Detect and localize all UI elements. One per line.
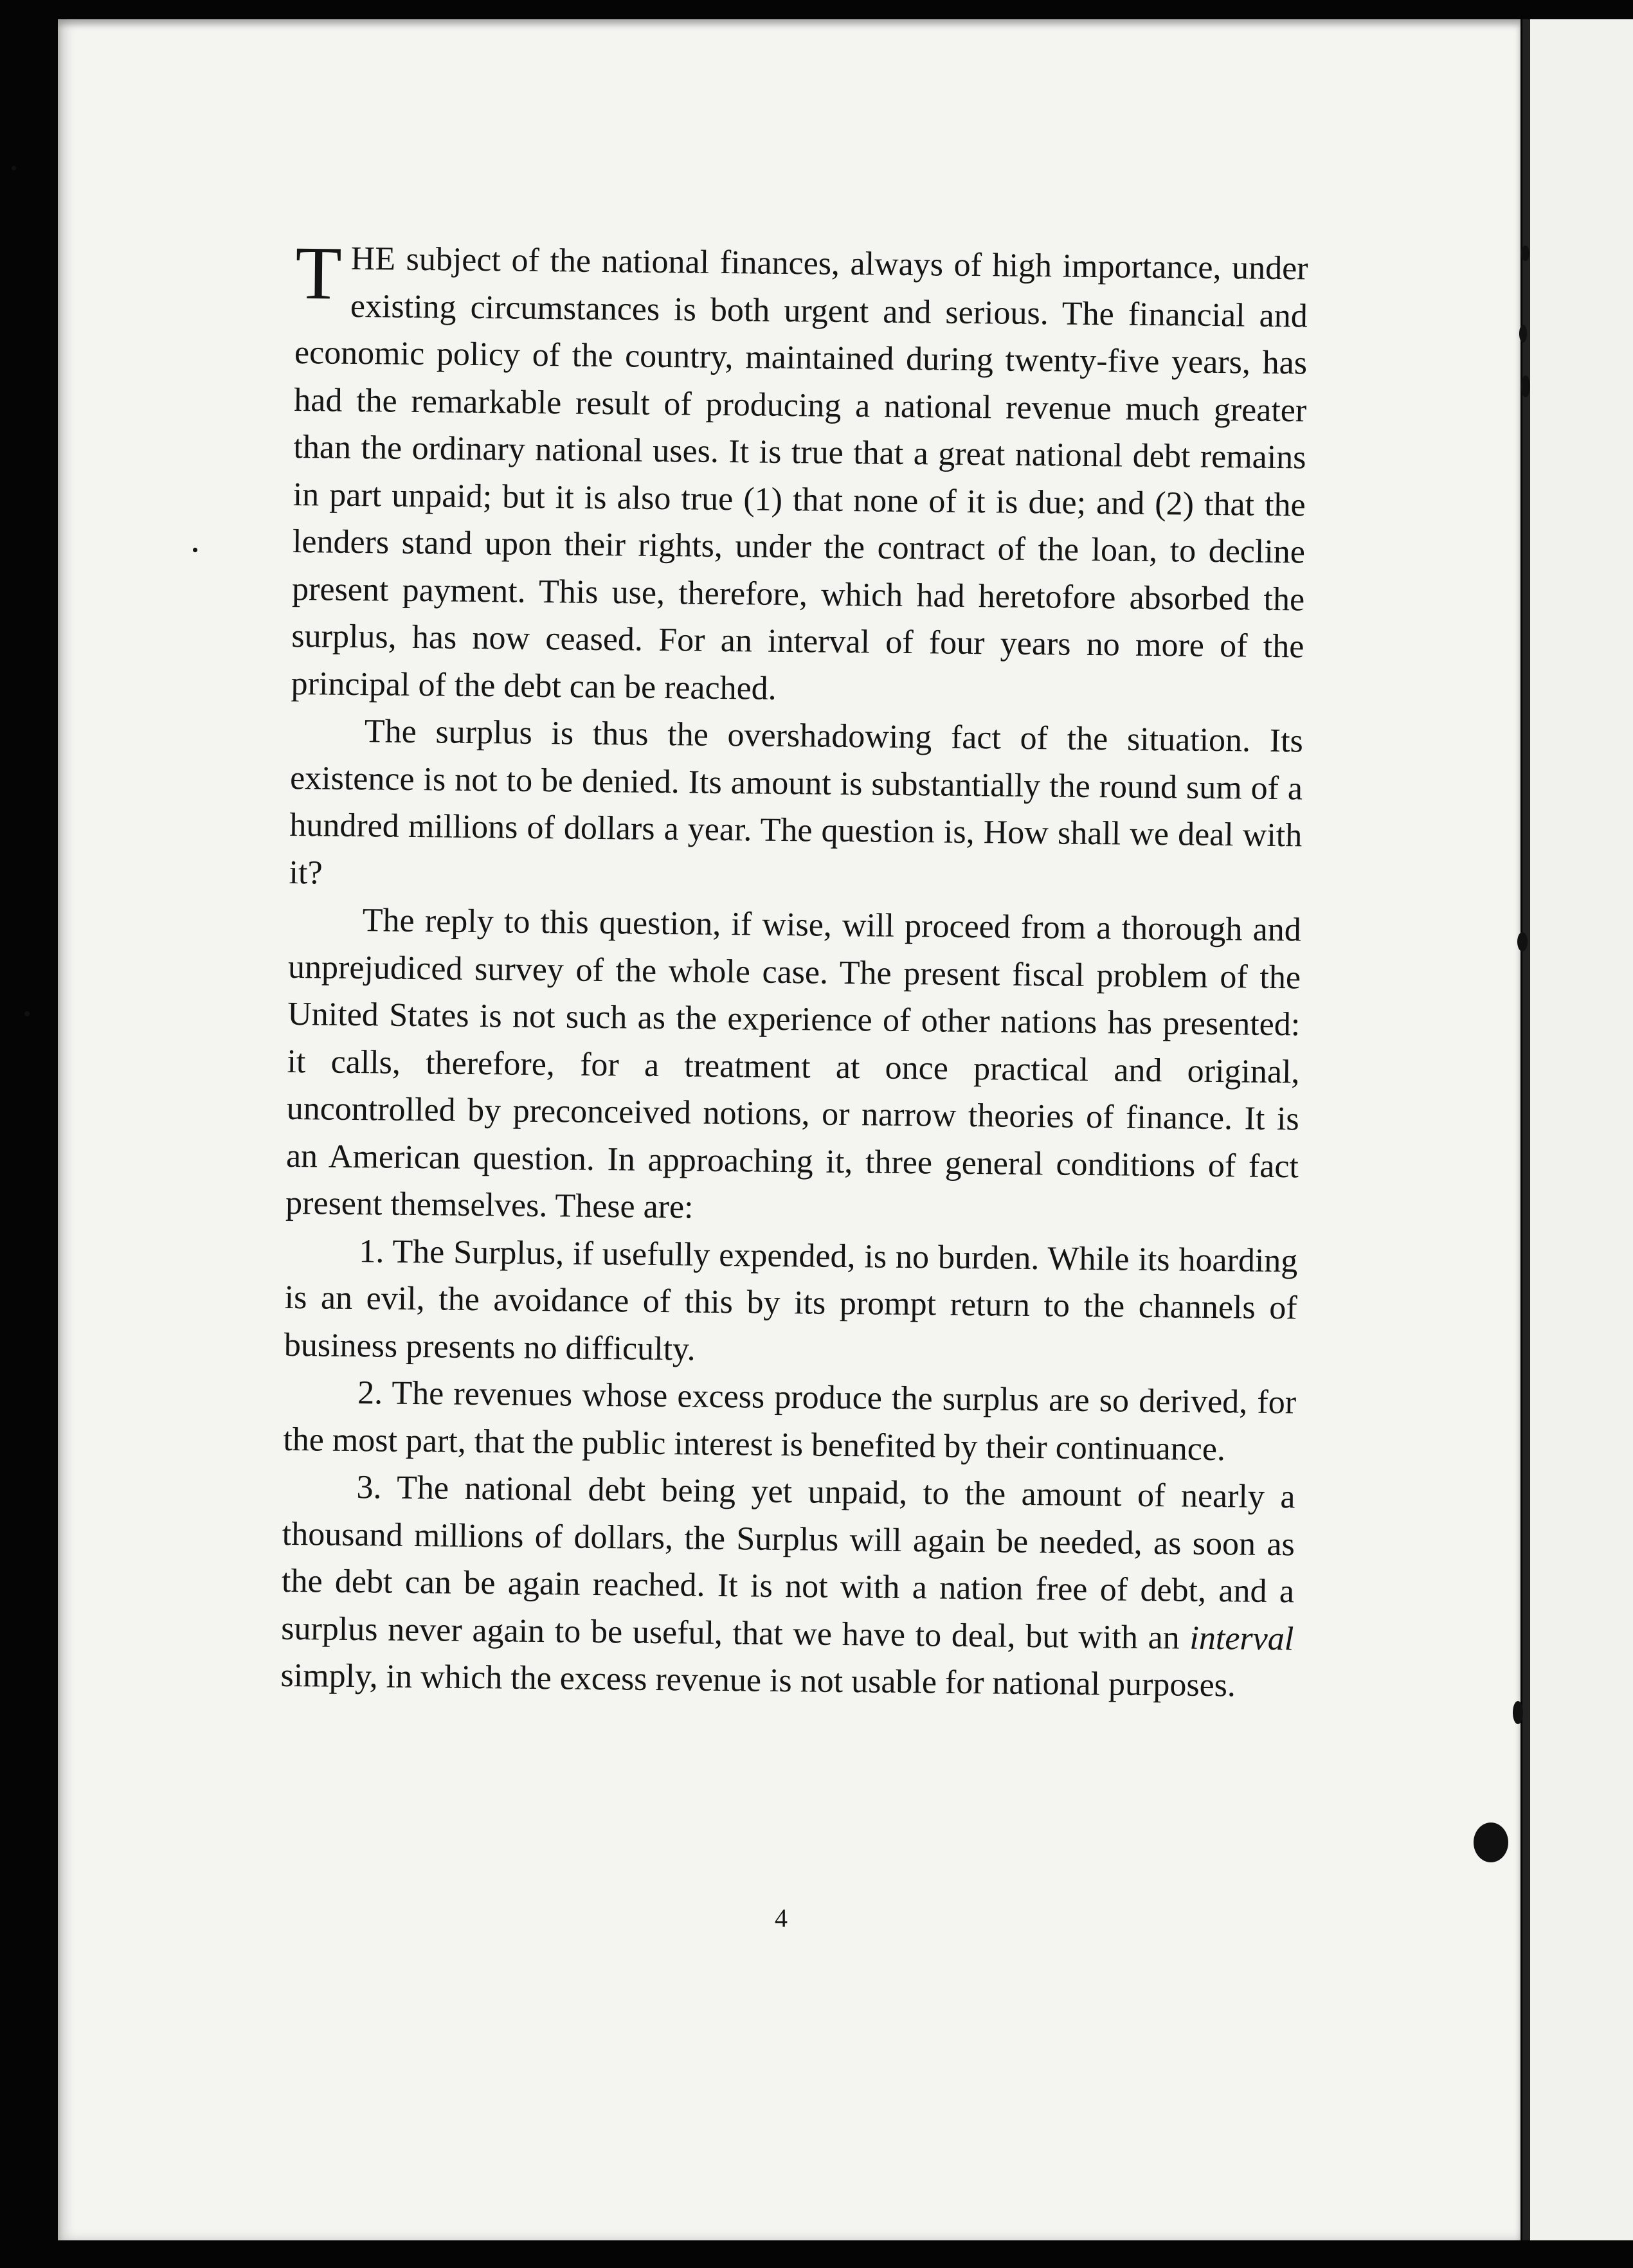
page-binding-edge: [1522, 19, 1530, 2240]
condition-2: 2. The revenues whose excess produce the surplus are so derived, for the most part, that the public interest is benefited by their continuance.: [283, 1374, 1297, 1468]
scan-speck: [1513, 1701, 1523, 1724]
condition-3: [280, 1463, 1295, 1710]
document-body: [280, 231, 1308, 1710]
scan-speck: [1519, 325, 1527, 343]
paragraph-2: The surplus is thus the overshadowing fact of the situation. Its existence is not to be denied. Its amount is substantially the round sum of a hundred millions of dollars a year. The question is, How shall we deal with it?: [289, 713, 1304, 891]
paragraph-1: [291, 231, 1308, 717]
condition-3-lead: 3. The national debt being yet unpaid, to the amount of nearly a thousand millions of dollars, the Surplus will again be needed, as soon as the debt can be again reached. It is not with a nation free of debt, and a surplus never again to be useful, that we have to deal, but with an: [280, 1469, 1295, 1657]
facing-page-edge: [1530, 19, 1633, 2240]
scan-speck: [1521, 246, 1529, 261]
page-number: 4: [775, 1904, 788, 1932]
scan-speck: [193, 548, 197, 552]
scan-speck: [24, 1011, 30, 1016]
paragraph-3: The reply to this question, if wise, will proceed from a thorough and unprejudiced survey of the whole case. The present fiscal problem of the United States is not such as the experience of other nations has presented: it calls, therefore, for a treatment at once practical and original, uncontrolled by preconceived notions, or narrow theories of finance. It is an American question. In approaching it, three general conditions of fact present themselves. These are:: [285, 902, 1302, 1226]
drop-cap: T: [294, 231, 343, 316]
scan-speck: [1521, 375, 1530, 397]
scan-speck: [1517, 932, 1528, 951]
condition-3-end: simply, in which the excess revenue is not usable for national purposes.: [280, 1657, 1236, 1704]
condition-1: 1. The Surplus, if usefully expended, is no burden. While its hoarding is an evil, the avoidance of this by its prompt return to the channels of business presents no difficulty.: [284, 1232, 1298, 1368]
scan-speck: [1474, 1823, 1508, 1862]
condition-3-italic-word: interval: [1189, 1619, 1294, 1657]
paragraph-1-text: HE subject of the national finances, always of high importance, under existing circumstances is both urgent and serious. The financial and economic policy of the country, maintained during twenty-five years, has had the remarkable result of producing a national revenue much greater than the ordinary national uses. It is true that a great national debt remains in part unpaid; but it is also true (1) that none of it is due; and (2) that the lenders stand upon their rights, under the contract of the loan, to decline present payment. This use, therefore, which had heretofore absorbed the surplus, has now ceased. For an interval of four years no more of the principal of the debt can be reached.: [291, 240, 1308, 707]
scan-speck: [12, 166, 16, 170]
